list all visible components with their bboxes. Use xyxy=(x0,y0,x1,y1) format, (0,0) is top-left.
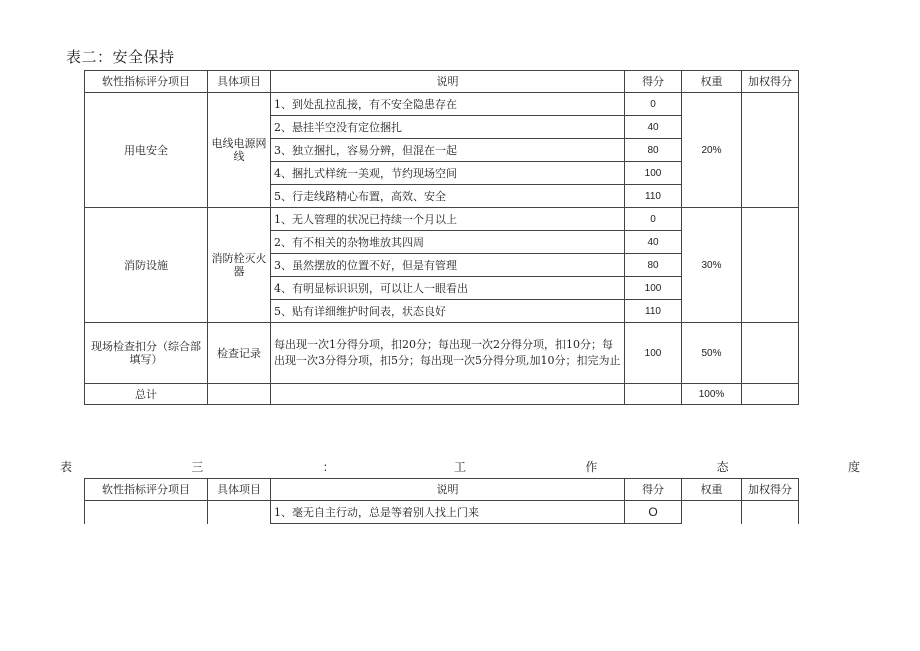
header-desc: 说明 xyxy=(271,71,625,93)
score-cell: O xyxy=(625,501,682,524)
score-cell: 40 xyxy=(625,116,682,139)
title-char: 三 xyxy=(191,460,204,474)
desc-cell: 4、捆扎式样统一美观，节约现场空间 xyxy=(271,162,625,185)
desc-cell: 3、独立捆扎，容易分辨，但混在一起 xyxy=(271,139,625,162)
title-char: 度 xyxy=(847,460,860,474)
title-char: 态 xyxy=(716,460,729,474)
desc-cell: 2、悬挂半空没有定位捆扎 xyxy=(271,116,625,139)
title-char: 表 xyxy=(60,460,73,474)
table-row xyxy=(85,501,799,524)
score-cell: 110 xyxy=(625,185,682,208)
weighted-cell xyxy=(742,501,799,524)
desc-cell: 1、到处乱拉乱接，有不安全隐患存在 xyxy=(271,93,625,116)
category-cell: 现场检查扣分（综合部填写） xyxy=(85,323,208,384)
attitude-table xyxy=(84,478,799,524)
desc-cell: 5、行走线路精心布置，高效、安全 xyxy=(271,185,625,208)
desc-cell: 1、毫无自主行动，总是等着别人找上门来 xyxy=(271,501,625,524)
total-label: 总计 xyxy=(85,384,208,405)
item-cell xyxy=(208,501,271,524)
total-row xyxy=(85,384,799,405)
desc-cell: 2、有不相关的杂物堆放其四周 xyxy=(271,231,625,254)
item-cell: 电线电源网线 xyxy=(208,93,271,208)
empty-cell xyxy=(271,384,625,405)
score-cell: 100 xyxy=(625,277,682,300)
header-item: 具体项目 xyxy=(208,479,271,501)
weighted-cell xyxy=(742,323,799,384)
category-cell xyxy=(85,501,208,524)
header-category: 软性指标评分项目 xyxy=(85,479,208,501)
header-score: 得分 xyxy=(625,71,682,93)
weight-cell: 20% xyxy=(682,93,742,208)
header-item: 具体项目 xyxy=(208,71,271,93)
desc-cell: 1、无人管理的状况已持续一个月以上 xyxy=(271,208,625,231)
score-cell: 100 xyxy=(625,323,682,384)
header-category: 软性指标评分项目 xyxy=(85,71,208,93)
empty-cell xyxy=(742,384,799,405)
item-cell: 检查记录 xyxy=(208,323,271,384)
table2-title: 表二：安全保持 xyxy=(66,48,175,66)
header-weighted: 加权得分 xyxy=(742,71,799,93)
score-cell: 0 xyxy=(625,93,682,116)
title-char: 作 xyxy=(585,460,598,474)
header-weight: 权重 xyxy=(682,71,742,93)
score-cell: 100 xyxy=(625,162,682,185)
category-cell: 用电安全 xyxy=(85,93,208,208)
weighted-cell xyxy=(742,93,799,208)
table-header-row xyxy=(85,71,799,93)
title-char: 工 xyxy=(453,460,466,474)
weight-cell: 50% xyxy=(682,323,742,384)
item-cell: 消防栓灭火器 xyxy=(208,208,271,323)
score-cell: 80 xyxy=(625,139,682,162)
table3-title xyxy=(60,458,860,475)
empty-cell xyxy=(208,384,271,405)
weighted-cell xyxy=(742,208,799,323)
empty-cell xyxy=(625,384,682,405)
table-header-row xyxy=(85,479,799,501)
table-row xyxy=(85,323,799,384)
desc-cell: 每出现一次1分得分项，扣20分；每出现一次2分得分项，扣10分；每出现一次3分得分项，扣5分；每出现一次5分得分项,加10分；扣完为止 xyxy=(271,323,625,384)
score-cell: 40 xyxy=(625,231,682,254)
weight-cell: 30% xyxy=(682,208,742,323)
table-row xyxy=(85,93,799,116)
total-weight: 100% xyxy=(682,384,742,405)
score-cell: 110 xyxy=(625,300,682,323)
table-row xyxy=(85,208,799,231)
desc-cell: 4、有明显标识识别，可以让人一眼看出 xyxy=(271,277,625,300)
weight-cell xyxy=(682,501,742,524)
title-char: ： xyxy=(322,460,335,474)
score-cell: 80 xyxy=(625,254,682,277)
header-weight: 权重 xyxy=(682,479,742,501)
score-cell: 0 xyxy=(625,208,682,231)
desc-cell: 5、贴有详细维护时间表，状态良好 xyxy=(271,300,625,323)
category-cell: 消防设施 xyxy=(85,208,208,323)
desc-cell: 3、虽然摆放的位置不好，但是有管理 xyxy=(271,254,625,277)
safety-table xyxy=(84,70,799,405)
header-weighted: 加权得分 xyxy=(742,479,799,501)
header-score: 得分 xyxy=(625,479,682,501)
header-desc: 说明 xyxy=(271,479,625,501)
